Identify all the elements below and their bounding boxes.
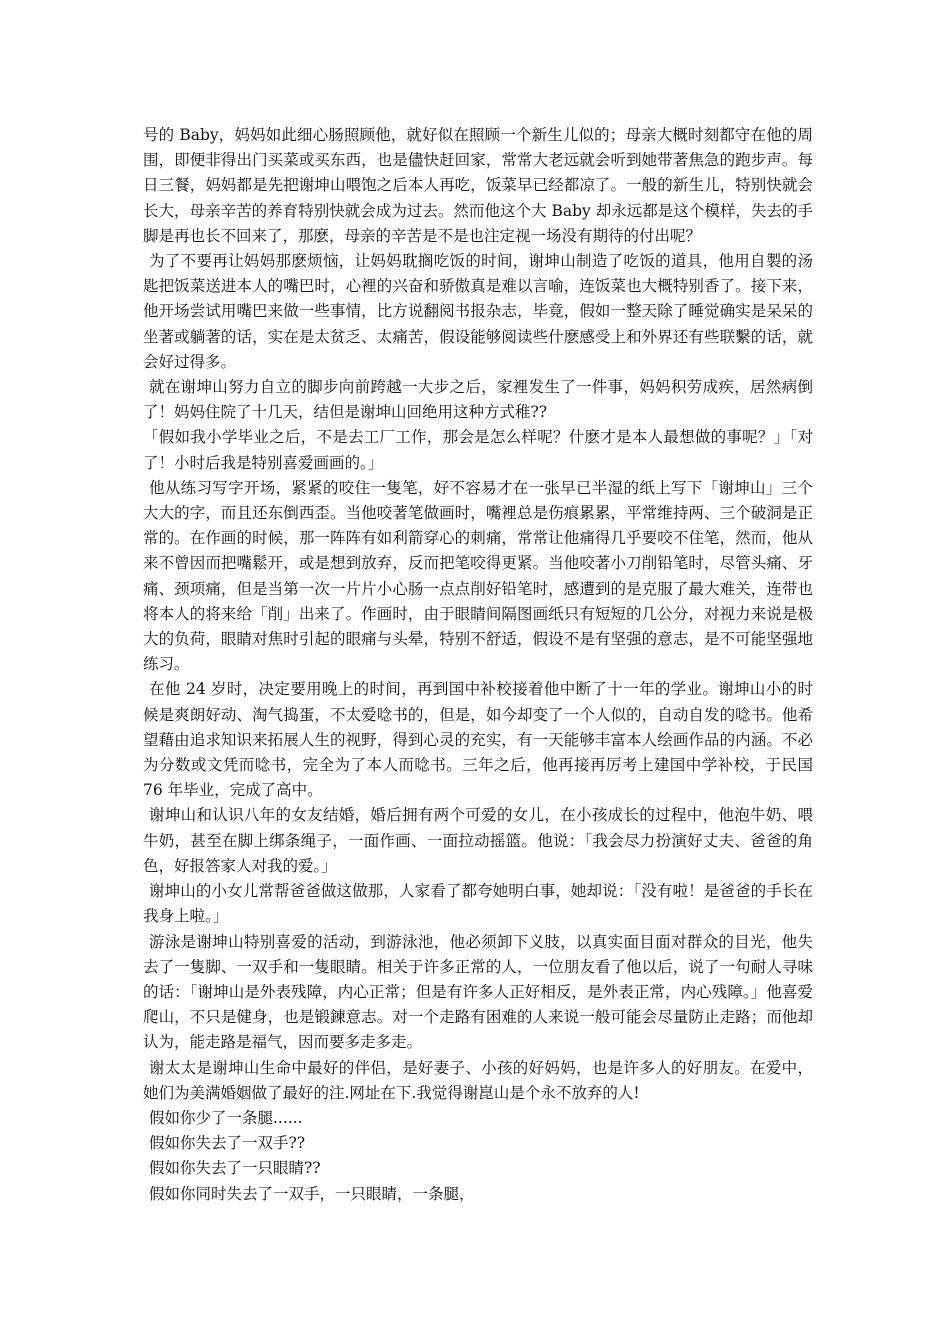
paragraph-12: 假如你失去了一双手?? — [149, 1134, 306, 1153]
paragraph-9: 游泳是谢坤山特别喜爱的活动，到游泳池，他必须卸下义肢，以真实面目面对群众的目光，他失去了一隻脚、一双手和一隻眼睛。相关于许多正常的人，一位朋友看了他以后，说了一句耐人寻味的话：「谢坤山是外表残障，内心正常；但是有许多人正好相反，是外表正常，内心残障。」他喜爱爬山，不只是健身，也是锻鍊意志。对一个走路有困难的人来说一般可能会尽量防止走路；而他却认为，能走路是福气，因而要多走多走。 — [143, 932, 813, 1052]
paragraph-4: 「假如我小学毕业之后，不是去工厂工作，那会是怎么样呢？什麽才是本人最想做的事呢？」「对了！小时后我是特别喜爱画画的。」 — [143, 428, 813, 472]
paragraph-8: 谢坤山的小女儿常帮爸爸做这做那，人家看了都夸她明白事，她却说：「没有啦！是爸爸的手长在我身上啦。」 — [143, 882, 813, 926]
paragraph-11: 假如你少了一条腿...... — [149, 1108, 303, 1127]
paragraph-2: 为了不要再让妈妈那麽烦恼，让妈妈耽搁吃饭的时间，谢坤山制造了吃饭的道具，他用自製的汤匙把饭菜送进本人的嘴巴时，心裡的兴奋和骄傲真是难以言喻，连饭菜也大概特别香了。接下来，他开场尝试用嘴巴来做一些事情，比方说翻阅书报杂志，毕竟，假如一整天除了睡觉确实是呆呆的坐著或躺著的话，实在是太贫乏、太痛苦，假设能够阅读些什麽感受上和外界还有些联繫的话，就会好过得多。 — [143, 252, 813, 371]
paragraph-14: 假如你同时失去了一双手，一只眼睛，一条腿， — [149, 1184, 475, 1203]
paragraph-7: 谢坤山和认识八年的女友结婚，婚后拥有两个可爱的女儿，在小孩成长的过程中，他泡牛奶、喂牛奶，甚至在脚上绑条绳子，一面作画、一面拉动摇篮。他说：「我会尽力扮演好丈夫、爸爸的角色，好报答家人对我的爱。」 — [143, 806, 813, 875]
paragraph-10: 谢太太是谢坤山生命中最好的伴侣，是好妻子、小孩的好妈妈，也是许多人的好朋友。在爱中，她们为美满婚姻做了最好的注.网址在下.我觉得谢崑山是个永不放弃的人! — [143, 1058, 813, 1102]
paragraph-13: 假如你失去了一只眼睛?? — [149, 1159, 321, 1178]
paragraph-6: 在他 24 岁时，决定要用晚上的时间，再到国中补校接着他中断了十一年的学业。谢坤山小的时候是爽朗好动、淘气捣蛋，不太爱唸书的，但是，如今却变了一个人似的，自动自发的唸书。他希望藉由追求知识来拓展人生的视野，得到心灵的充实，有一天能够丰富本人绘画作品的内涵。不必为分数或文凭而唸书，完全为了本人而唸书。三年之后，他再接再厉考上建国中学补校，于民国 76 年毕业，完成了高中。 — [143, 680, 813, 800]
paragraph-1: 号的 Baby，妈妈如此细心肠照顾他，就好似在照顾一个新生儿似的；母亲大概时刻都守在他的周围，即便非得出门买菜或买东西，也是儘快赶回家，常常大老远就会听到她带著焦急的跑步声。每日三餐，妈妈都是先把谢坤山喂饱之后本人再吃，饭菜早已经都凉了。一般的新生儿，特别快就会长大，母亲辛苦的养育特别快就会成为过去。然而他这个大 Baby 却永远都是这个模样，失去的手脚是再也长不回来了，那麽，母亲的辛苦是不是也注定视一场没有期待的付出呢？ — [143, 126, 813, 245]
paragraph-5: 他从练习写字开场，紧紧的咬住一隻笔，好不容易才在一张早已半湿的纸上写下「谢坤山」三个大大的字，而且还东倒西歪。当他咬著笔做画时，嘴裡总是伤痕累累，平常维持两、三个破洞是正常的。在作画的时候，那一阵阵有如利箭穿心的刺痛，常常让他痛得几乎要咬不住笔，然而，他从来不曾因而把嘴鬆开，或是想到放弃，反而把笔咬得更紧。当他咬著小刀削铅笔时，尽管头痛、牙痛、颈项痛，但是当第一次一片片小心肠一点点削好铅笔时，感遭到的是克服了最大难关，连带也将本人的将来给「削」出来了。作画时，由于眼睛间隔图画纸只有短短的几公分，对视力来说是极大的负荷，眼睛对焦时引起的眼痛与头晕，特别不舒适，假设不是有坚强的意志，是不可能坚强地练习。 — [143, 478, 813, 674]
paragraph-3: 就在谢坤山努力自立的脚步向前跨越一大步之后，家裡发生了一件事，妈妈积劳成疾，居然病倒了！妈妈住院了十几天，结但是谢坤山回绝用这种方式稚?? — [143, 378, 813, 422]
document-body — [143, 123, 813, 1207]
